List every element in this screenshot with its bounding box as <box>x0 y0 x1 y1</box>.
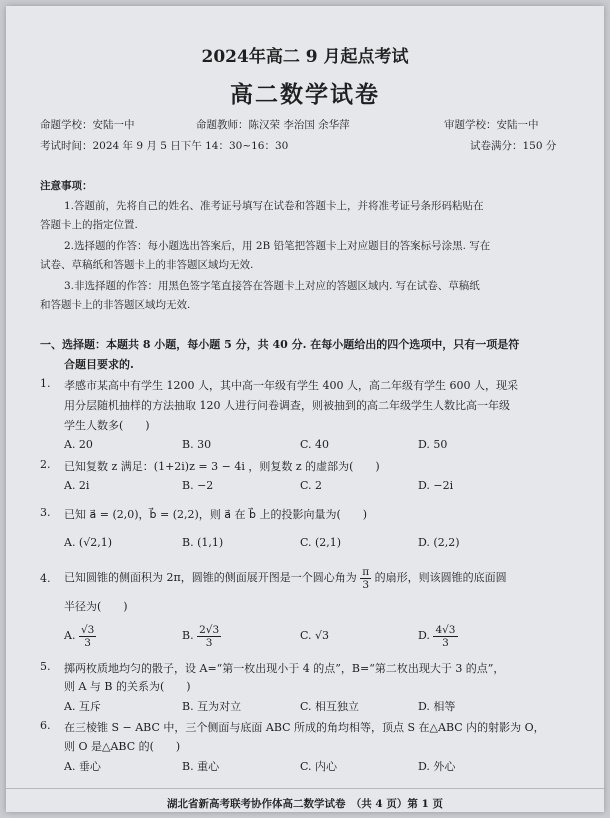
q4-option-b <box>182 622 221 650</box>
meta-school: 命题学校：安陆一中 <box>40 119 135 131</box>
q2-option-d: D. −2i <box>418 479 454 492</box>
page-footer: 湖北省新高考联考协作体高二数学试卷 （共 4 页）第 1 页 <box>167 798 443 810</box>
note-1b: 答题卡上的指定位置. <box>40 219 138 231</box>
notes-heading: 注意事项： <box>40 180 93 192</box>
exam-page <box>6 6 604 812</box>
note-2b: 试卷、草稿纸和答题卡上的非答题区域均无效. <box>40 259 254 271</box>
q6-option-c: C. 内心 <box>300 760 338 773</box>
q6-option-b: B. 重心 <box>182 760 220 773</box>
q5-line1: 掷两枚质地均匀的骰子，设 A=“第一枚出现小于 4 的点”，B=“第二枚出现大于 3 的点”， <box>64 662 505 675</box>
q4-a-numerator: √3 <box>80 623 95 636</box>
q4-option-a-label: A. <box>64 629 76 642</box>
q4-option-d-fraction <box>433 624 457 649</box>
q5-option-d: D. 相等 <box>418 700 456 713</box>
q5-number: 5. <box>40 660 51 673</box>
q4-line2: 半径为( ) <box>64 600 128 613</box>
paper-title: 高二数学试卷 <box>230 81 380 108</box>
q6-line1: 在三棱锥 S − ABC 中，三个侧面与底面 ABC 所成的角均相等，顶点 S 在△ABC 内的射影为 O， <box>64 721 545 734</box>
exam-title: 2024年高二 9 月起点考试 <box>201 47 409 67</box>
q2-option-c: C. 2 <box>300 479 323 492</box>
q2-text: 已知复数 z 满足：(1+2i)z = 3 − 4i ，则复数 z 的虚部为( ) <box>64 460 380 473</box>
q4-option-c: C. √3 <box>300 629 330 642</box>
q1-number: 1. <box>40 377 51 390</box>
q6-option-a: A. 垂心 <box>64 760 101 773</box>
q5-option-c: C. 相互独立 <box>300 700 360 713</box>
note-2a: 2.选择题的作答：每小题选出答案后，用 2B 铅笔把答题卡上对应题目的答案标号涂黑. 写在 <box>64 240 491 252</box>
q5-option-b: B. 互为对立 <box>182 700 242 713</box>
q4-d-numerator: 4√3 <box>435 623 456 636</box>
footer-divider <box>6 788 604 789</box>
meta-time: 考试时间：2024 年 9 月 5 日下午 14：30~16：30 <box>40 140 289 152</box>
q1-option-a: A. 20 <box>64 438 93 451</box>
q2-number: 2. <box>40 458 51 471</box>
q4-option-b-label: B. <box>182 629 194 642</box>
q1-option-c: C. 40 <box>300 438 330 451</box>
q5-option-a: A. 互斥 <box>64 700 101 713</box>
q4-number: 4. <box>40 572 51 585</box>
q6-option-d: D. 外心 <box>418 760 456 773</box>
q4-option-a-fraction <box>79 624 96 649</box>
q3-option-b: B. (1,1) <box>182 536 224 549</box>
q4-line1-part1: 已知圆锥的侧面积为 2π，圆锥的侧面展开图是一个圆心角为 <box>64 571 357 584</box>
q4-a-denominator: 3 <box>84 636 91 649</box>
q4-option-d <box>418 622 458 650</box>
q4-option-d-label: D. <box>418 629 430 642</box>
q4-b-denominator: 3 <box>205 636 213 649</box>
q4-d-denominator: 3 <box>442 636 449 649</box>
meta-teacher: 命题教师：陈汉荣 李治国 余华萍 <box>196 119 350 131</box>
q2-option-a: A. 2i <box>64 479 90 492</box>
q1-line1: 孝感市某高中有学生 1200 人，其中高一年级有学生 400 人，高二年级有学生 600 人，现采 <box>64 379 518 392</box>
q4-line1-part2: 的扇形，则该圆锥的底面圆 <box>374 571 507 584</box>
q3-option-a: A. (√2,1) <box>64 536 113 549</box>
q6-line2: 则 O 是△ABC 的( ) <box>64 740 181 753</box>
q4-option-b-fraction <box>197 624 221 649</box>
q5-line2: 则 A 与 B 的关系为( ) <box>64 680 191 693</box>
q4-line1 <box>64 564 507 592</box>
section-1-line1: 一、选择题：本题共 8 小题，每小题 5 分，共 40 分. 在每小题给出的四个选项中，只有一项是符 <box>40 338 520 351</box>
q1-option-b: B. 30 <box>182 438 212 451</box>
note-3b: 和答题卡上的非答题区域均无效. <box>40 299 191 311</box>
meta-score: 试卷满分：150 分 <box>470 140 557 152</box>
q4-option-a <box>64 622 96 650</box>
section-1-line2: 合题目要求的. <box>64 358 134 371</box>
q2-option-b: B. −2 <box>182 479 214 492</box>
q4-b-numerator: 2√3 <box>199 623 220 636</box>
q4-fraction-pi-over-3 <box>360 566 371 591</box>
q3-text: 已知 a⃗ = (2,0)，b⃗ = (2,2)，则 a⃗ 在 b⃗ 上的投影向量为( ) <box>64 508 368 521</box>
q3-number: 3. <box>40 506 51 519</box>
q1-line2: 用分层随机抽样的方法抽取 120 人进行问卷调查，则被抽到的高二年级学生人数比高一年级 <box>64 399 510 412</box>
q3-option-c: C. (2,1) <box>300 536 342 549</box>
q3-option-d: D. (2,2) <box>418 536 460 549</box>
q4-frac-denominator: 3 <box>362 578 370 591</box>
meta-reviewer: 审题学校：安陆一中 <box>444 119 539 131</box>
q4-frac-numerator: π <box>362 565 370 578</box>
note-3a: 3.非选择题的作答：用黑色签字笔直接答在答题卡上对应的答题区域内. 写在试卷、草稿纸 <box>64 280 480 292</box>
q1-line3: 学生人数多( ) <box>64 419 150 432</box>
note-1a: 1.答题前，先将自己的姓名、准考证号填写在试卷和答题卡上，并将准考证号条形码粘贴在 <box>64 200 484 212</box>
q1-option-d: D. 50 <box>418 438 448 451</box>
q6-number: 6. <box>40 719 51 732</box>
